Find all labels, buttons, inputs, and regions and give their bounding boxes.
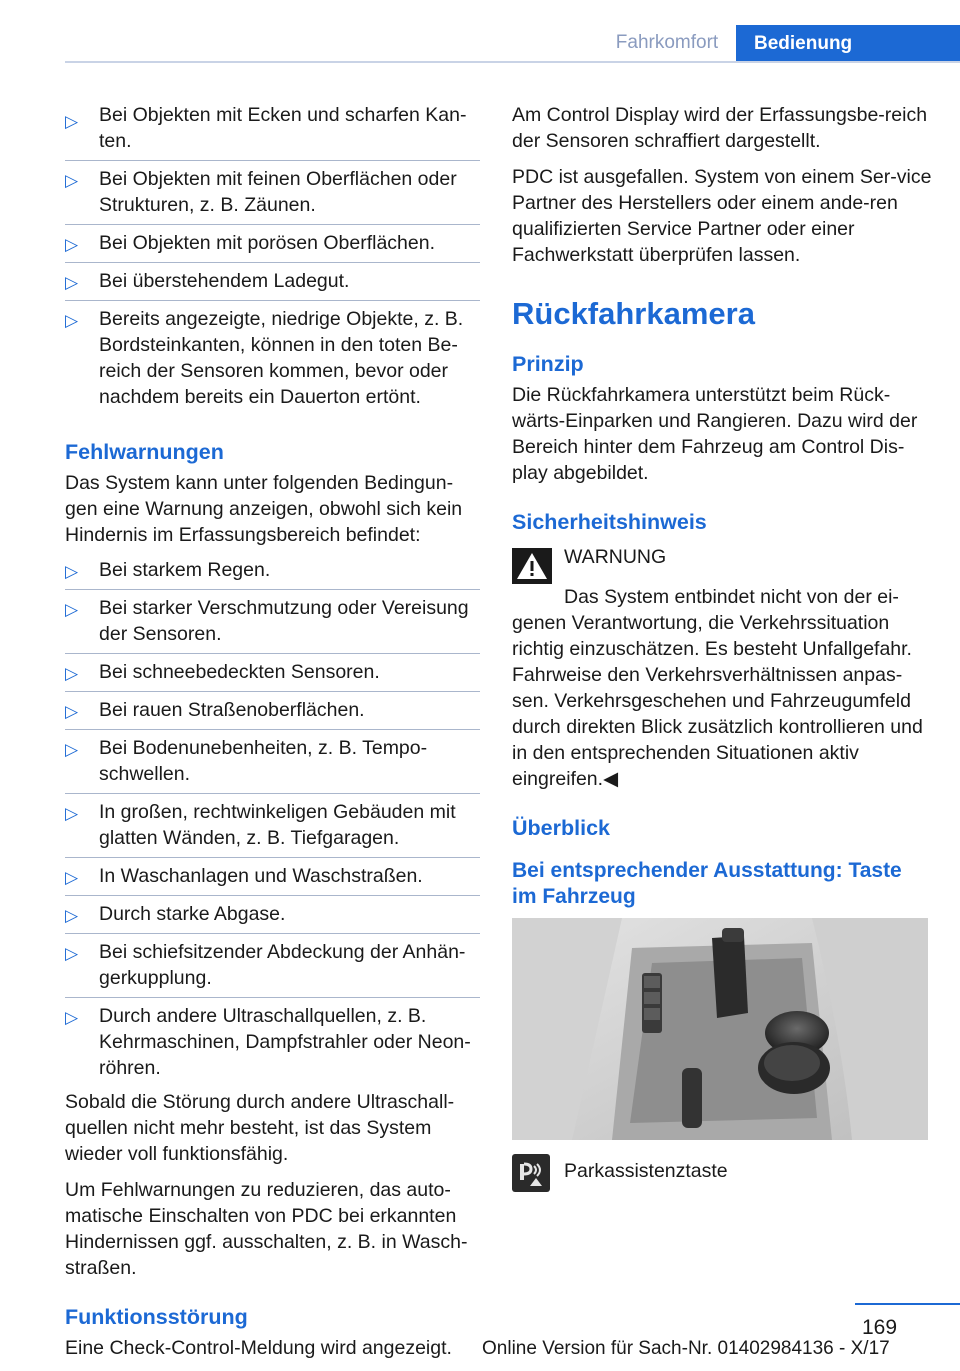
paragraph-pdc-ausgefallen: PDC ist ausgefallen. System von einem Ser‐vice Partner des Herstellers oder einem ande‐ren qualifizierten Service Partner oder einer Fachwerkstatt überprüfen lassen. (512, 166, 932, 266)
triangle-right-icon: ▷ (65, 562, 79, 581)
warning-title: WARNUNG (564, 546, 667, 568)
list-item-text: Bei Objekten mit porösen Oberflächen. (99, 232, 436, 254)
warning-text-content: Das System entbindet nicht von der ei‐genen Verantwortung, die Verkehrssituation richtig einzuschätzen. Es besteht Unfallgefahr. Fahrweise den Verkehrsverhältnissen anpas‐sen. Verkehrsgeschehen und Fahrzeugumfeld durch direkten Blick zusätzlich kontrollieren und in den entsprechenden Situationen aktiv eingreifen.◀ (512, 586, 923, 790)
heading-funktionsstoerung: Funktionsstörung (65, 1305, 248, 1329)
triangle-right-icon: ▷ (65, 944, 79, 963)
list-item (65, 102, 480, 161)
triangle-right-icon: ▷ (65, 273, 79, 292)
list-item-text: Bei Objekten mit Ecken und scharfen Kan‐ten. (99, 104, 467, 152)
caption-text: Parkassistenztaste (564, 1160, 728, 1182)
list-item-text: Bei schneebedeckten Sensoren. (99, 661, 380, 683)
warning-triangle-icon (512, 548, 552, 584)
triangle-right-icon: ▷ (65, 1008, 79, 1027)
list-item (65, 552, 480, 590)
triangle-right-icon: ▷ (65, 664, 79, 683)
heading-rueckfahrkamera: Rückfahrkamera (512, 296, 755, 331)
list-item (65, 858, 480, 896)
triangle-right-icon: ▷ (65, 112, 79, 131)
paragraph-fehlwarnungen: Das System kann unter folgenden Bedingun‐gen eine Warnung anzeigen, obwohl sich kein Hindernis im Erfassungsbereich befindet: (65, 472, 463, 546)
list-item-text: In großen, rechtwinkeligen Gebäuden mit glatten Wänden, z. B. Tiefgaragen. (99, 801, 456, 849)
paragraph-fehlwarnungen-reduzieren: Um Fehlwarnungen zu reduzieren, das auto‐matische Einschalten von PDC bei erkannten Hindernissen ggf. ausschalten, z. B. in Wasch‐straßen. (65, 1179, 468, 1279)
heading-taste-im-fahrzeug: Bei entsprechender Ausstattung: Taste im Fahrzeug (512, 859, 902, 908)
triangle-right-icon: ▷ (65, 600, 79, 619)
list-item-text: In Waschanlagen und Waschstraßen. (99, 865, 423, 887)
heading-prinzip: Prinzip (512, 352, 584, 376)
list-item-text: Bei rauen Straßenoberflächen. (99, 699, 365, 721)
paragraph-erfassungsbereich: Am Control Display wird der Erfassungsbe‐reich der Sensoren schraffiert dargestellt. (512, 104, 928, 152)
park-assist-icon (512, 1154, 550, 1192)
online-version-note: Online Version für Sach-Nr. 01402984136 - X/17 (482, 1338, 890, 1359)
list-item (65, 654, 480, 692)
paragraph-prinzip: Die Rückfahrkamera unterstützt beim Rück‐wärts-Einparken und Rangieren. Dazu wird der Bereich hinter dem Fahrzeug am Control Dis‐play abgebildet. (512, 384, 918, 484)
list-item-text: Bei überstehendem Ladegut. (99, 270, 350, 292)
list-item-text: Bei schiefsitzender Abdeckung der Anhän‐gerkupplung. (99, 941, 466, 989)
paragraph-funktionsstoerung: Eine Check-Control-Meldung wird angezeigt. (65, 1337, 452, 1359)
list-item (65, 730, 480, 794)
triangle-right-icon: ▷ (65, 906, 79, 925)
list-item (65, 692, 480, 730)
condition-list (65, 552, 480, 1087)
paragraph-sobald: Sobald die Störung durch andere Ultraschall‐quellen nicht mehr besteht, ist das System wieder voll funktionsfähig. (65, 1091, 455, 1165)
object-list (65, 102, 480, 416)
parking-button-caption (512, 1154, 932, 1194)
triangle-right-icon: ▷ (65, 804, 79, 823)
list-item-text: Durch starke Abgase. (99, 903, 286, 925)
triangle-right-icon: ▷ (65, 235, 79, 254)
header-rule (65, 61, 960, 63)
left-column (65, 102, 480, 1371)
triangle-right-icon: ▷ (65, 740, 79, 759)
footer-rule (855, 1303, 960, 1305)
list-item (65, 263, 480, 301)
header-tab-fahrkomfort: Fahrkomfort (615, 32, 719, 53)
list-item-text: Bereits angezeigte, niedrige Objekte, z. B. Bordsteinkanten, können in den toten Be‐reich der Sensoren kommen, bevor oder nachdem bereits ein Dauerton ertönt. (99, 308, 464, 408)
list-item-text: Bei starkem Regen. (99, 559, 271, 581)
list-item-text: Bei Bodenunebenheiten, z. B. Tempo‐schwellen. (99, 737, 428, 785)
triangle-right-icon: ▷ (65, 171, 79, 190)
header-tab-bedienung: Bedienung (736, 25, 960, 63)
warning-block (512, 544, 932, 584)
warning-text (512, 584, 932, 792)
list-item (65, 301, 480, 416)
list-item (65, 225, 480, 263)
heading-fehlwarnungen: Fehlwarnungen (65, 440, 224, 464)
triangle-right-icon: ▷ (65, 702, 79, 721)
list-item (65, 161, 480, 225)
list-item (65, 896, 480, 934)
list-item-text: Durch andere Ultraschallquellen, z. B. Kehrmaschinen, Dampfstrahler oder Neon‐röhren. (99, 1005, 471, 1079)
page-number: 169 (862, 1316, 898, 1339)
right-column (512, 102, 932, 1194)
list-item (65, 590, 480, 654)
list-item (65, 794, 480, 858)
list-item (65, 998, 480, 1087)
triangle-right-icon: ▷ (65, 868, 79, 887)
gear-console-photo (512, 918, 928, 1140)
list-item (65, 934, 480, 998)
list-item-text: Bei starker Verschmutzung oder Vereisung der Sensoren. (99, 597, 469, 645)
heading-ueberblick: Überblick (512, 816, 610, 840)
triangle-right-icon: ▷ (65, 311, 79, 330)
heading-sicherheitshinweis: Sicherheitshinweis (512, 510, 707, 534)
list-item-text: Bei Objekten mit feinen Oberflächen oder Strukturen, z. B. Zäunen. (99, 168, 457, 216)
